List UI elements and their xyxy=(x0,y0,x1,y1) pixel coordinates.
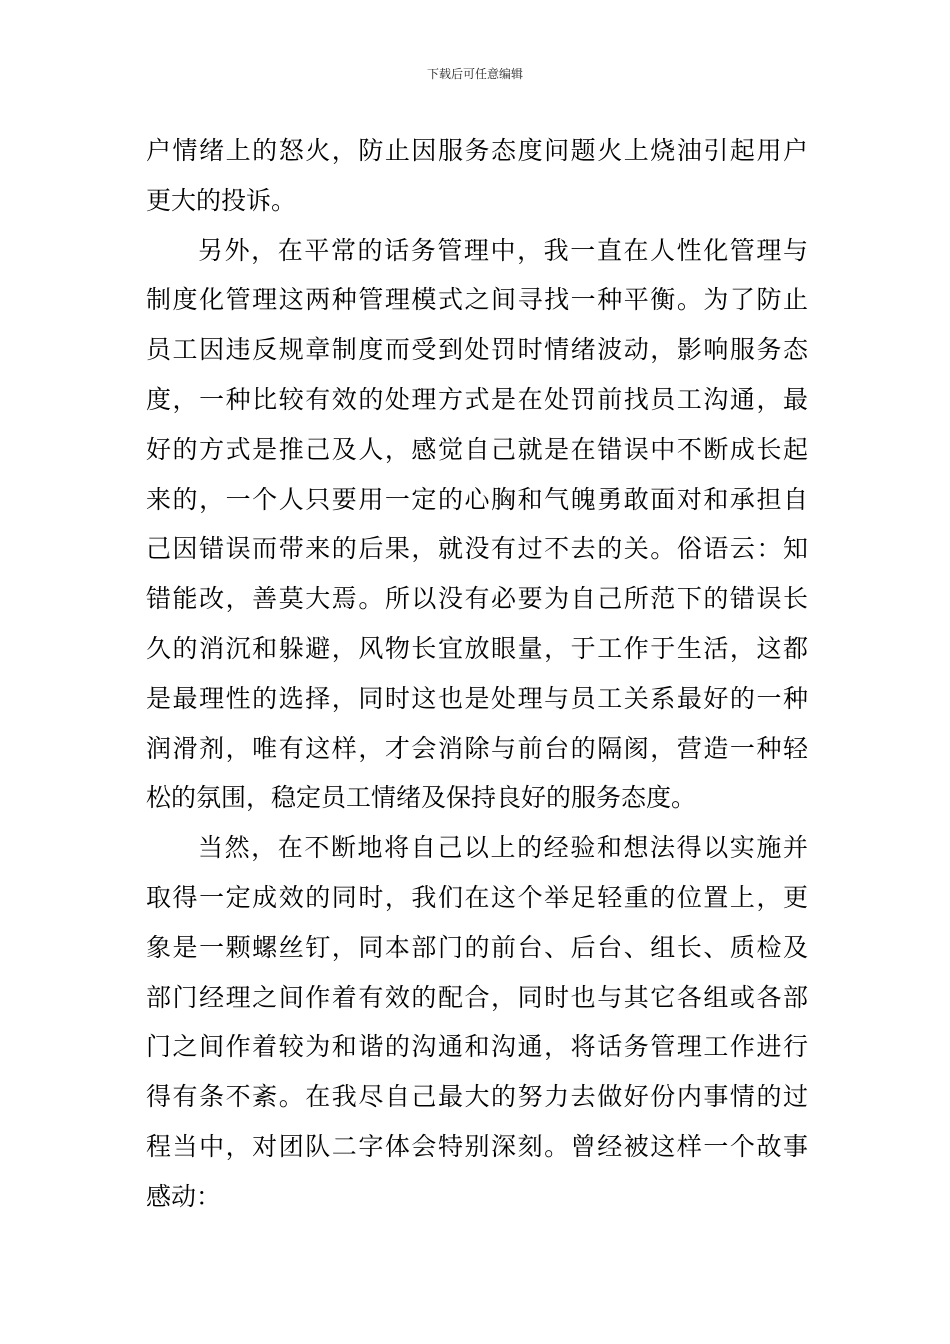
text-line: 取得一定成效的同时，我们在这个举足轻重的位置上，更 xyxy=(146,882,808,912)
text-line: 润滑剂，唯有这样，才会消除与前台的隔阂，营造一种轻 xyxy=(146,733,808,763)
text-line: 错能改，善莫大焉。所以没有必要为自己所范下的错误长 xyxy=(146,584,808,614)
text-line: 门之间作着较为和谐的沟通和沟通，将话务管理工作进行 xyxy=(146,1032,808,1062)
text-line: 程当中，对团队二字体会特别深刻。曾经被这样一个故事 xyxy=(146,1131,808,1161)
text-line: 好的方式是推己及人，感觉自己就是在错误中不断成长起 xyxy=(146,434,808,464)
text-line: 感动： xyxy=(146,1181,222,1211)
text-line: 得有条不紊。在我尽自己最大的努力去做好份内事情的过 xyxy=(146,1082,808,1112)
text-line: 更大的投诉。 xyxy=(146,185,297,215)
text-line: 来的，一个人只要用一定的心胸和气魄勇敢面对和承担自 xyxy=(146,484,808,514)
text-line: 另外，在平常的话务管理中，我一直在人性化管理与 xyxy=(198,235,808,265)
paragraph xyxy=(146,226,808,824)
text-line: 己因错误而带来的后果，就没有过不去的关。俗语云：知 xyxy=(146,534,808,564)
text-line: 松的氛围，稳定员工情绪及保持良好的服务态度。 xyxy=(146,783,697,813)
page-header: 下载后可任意编辑 xyxy=(426,67,523,81)
text-line: 度，一种比较有效的处理方式是在处罚前找员工沟通，最 xyxy=(146,384,808,414)
text-line: 象是一颗螺丝钉，同本部门的前台、后台、组长、质检及 xyxy=(146,932,808,962)
text-line: 户情绪上的怒火，防止因服务态度问题火上烧油引起用户 xyxy=(146,136,808,165)
text-line: 制度化管理这两种管理模式之间寻找一种平衡。为了防止 xyxy=(146,285,808,315)
paragraph xyxy=(146,126,808,226)
text-line: 部门经理之间作着有效的配合，同时也与其它各组或各部 xyxy=(146,982,808,1012)
paragraph xyxy=(146,823,808,1221)
text-line: 当然，在不断地将自己以上的经验和想法得以实施并 xyxy=(198,833,808,863)
text-line: 是最理性的选择，同时这也是处理与员工关系最好的一种 xyxy=(146,683,808,713)
text-line: 久的消沉和躲避，风物长宜放眼量，于工作于生活，这都 xyxy=(146,633,808,663)
document-body xyxy=(146,126,808,1222)
text-line: 员工因违反规章制度而受到处罚时情绪波动，影响服务态 xyxy=(146,335,808,365)
